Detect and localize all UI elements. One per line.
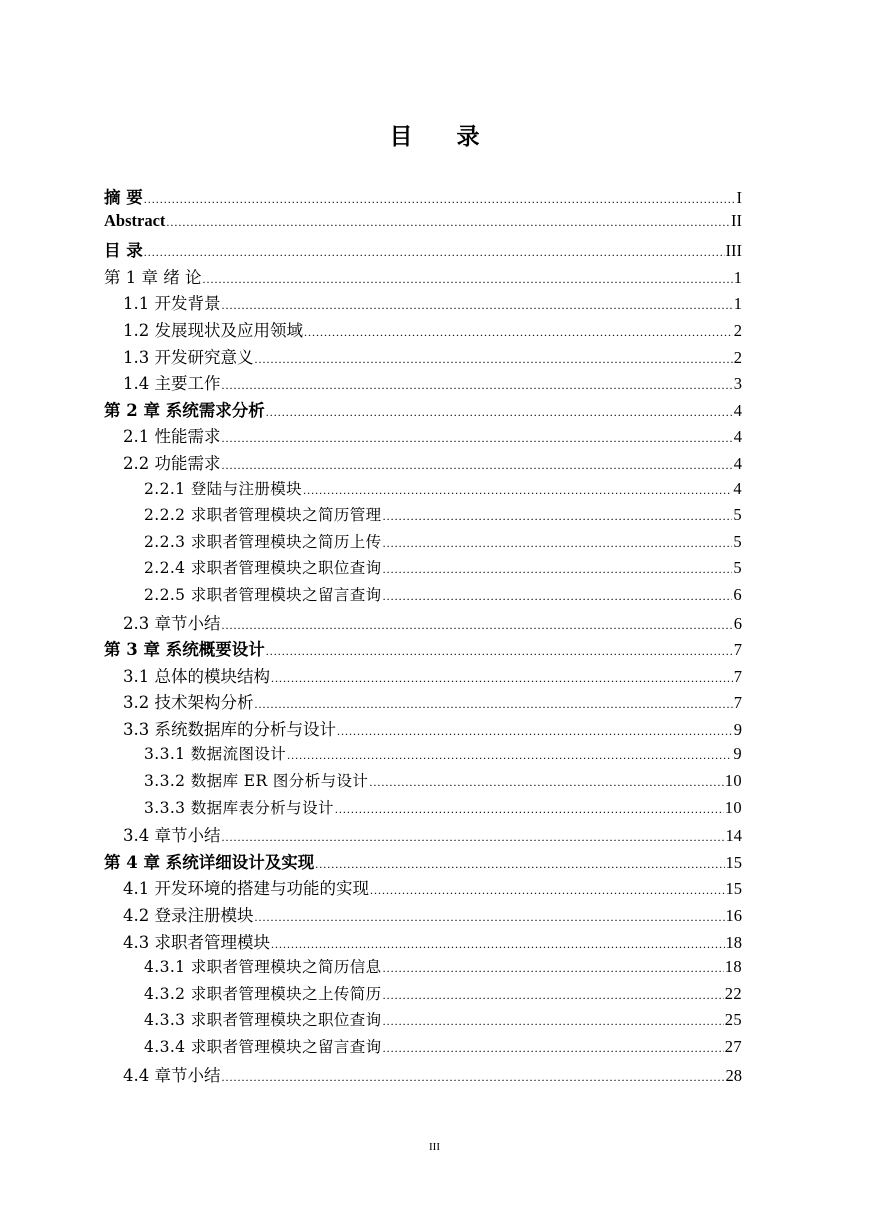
toc-entry[interactable]: [104, 610, 742, 637]
toc-entry[interactable]: [104, 769, 742, 796]
toc-entry[interactable]: [104, 849, 742, 876]
toc-leader-dots: [315, 857, 724, 872]
toc-entry-page: 5: [733, 531, 742, 551]
toc-entry-label: 4.3.2 求职者管理模块之上传简历: [144, 984, 382, 1003]
toc-entry[interactable]: [104, 663, 742, 690]
toc-entry[interactable]: [104, 503, 742, 530]
toc-entry-label: 第 2 章 系统需求分析: [104, 400, 265, 420]
toc-leader-dots: [202, 272, 732, 287]
toc-entry-label: 4.4 章节小结: [123, 1065, 221, 1085]
toc-entry-page: 10: [724, 797, 742, 817]
toc-entry-page: 15: [725, 852, 742, 872]
toc-entry-label: 2.3 章节小结: [123, 613, 221, 633]
toc-entry[interactable]: [104, 1035, 742, 1062]
toc-leader-dots: [271, 671, 733, 686]
toc-leader-dots: [383, 988, 724, 1003]
toc-entry[interactable]: [104, 264, 742, 291]
page-title: [0, 118, 869, 151]
toc-leader-dots: [222, 458, 733, 473]
toc-leader-dots: [370, 883, 725, 898]
toc-entry-page: I: [736, 188, 742, 207]
toc-entry-label: 2.2.1 登陆与注册模块: [144, 479, 303, 498]
toc-entry-label: 摘 要: [104, 188, 143, 207]
toc-entry[interactable]: [104, 397, 742, 424]
toc-entry[interactable]: [104, 982, 742, 1009]
toc-entry-page: 6: [733, 584, 742, 604]
toc-entry-page: 10: [724, 771, 742, 791]
toc-leader-dots: [287, 748, 732, 763]
toc-leader-dots: [383, 536, 733, 551]
toc-entry[interactable]: [104, 902, 742, 929]
toc-entry-page: 7: [733, 640, 742, 660]
table-of-contents: [104, 184, 742, 1088]
toc-entry-label: 第 4 章 系统详细设计及实现: [104, 852, 315, 872]
toc-entry-label: 2.2.5 求职者管理模块之留言查询: [144, 585, 382, 604]
toc-entry-page: II: [731, 210, 742, 230]
toc-entry-label: 4.3.4 求职者管理模块之留言查询: [144, 1038, 382, 1056]
toc-entry-page: 27: [724, 1037, 742, 1056]
toc-leader-dots: [222, 431, 733, 446]
toc-leader-dots: [222, 1070, 725, 1085]
title-char-2: 录: [456, 123, 480, 150]
toc-entry-label: 4.3.3 求职者管理模块之职位查询: [144, 1011, 382, 1030]
toc-entry-page: 4: [733, 427, 742, 447]
toc-entry-page: 25: [724, 1010, 742, 1030]
toc-leader-dots: [383, 1014, 724, 1029]
toc-entry-label: 2.1 性能需求: [123, 427, 221, 447]
toc-entry[interactable]: [104, 689, 742, 716]
toc-entry[interactable]: [104, 344, 742, 371]
toc-entry-page: 18: [724, 957, 742, 977]
toc-entry-page: 14: [725, 826, 742, 846]
toc-entry[interactable]: [104, 1008, 742, 1035]
toc-entry-label: 1.3 开发研究意义: [123, 347, 254, 367]
toc-entry-label: 3.2 技术架构分析: [123, 693, 254, 713]
toc-entry-page: 1: [733, 294, 742, 314]
toc-entry[interactable]: [104, 477, 742, 504]
toc-entry[interactable]: [104, 636, 742, 663]
toc-leader-dots: [335, 802, 724, 817]
toc-leader-dots: [383, 1041, 724, 1056]
toc-leader-dots: [303, 483, 732, 498]
toc-entry-label: 3.3.1 数据流图设计: [144, 745, 287, 764]
toc-entry-page: 4: [733, 400, 742, 420]
toc-entry-label: 4.2 登录注册模块: [123, 906, 254, 926]
toc-entry[interactable]: [104, 583, 742, 610]
toc-entry-label: 1.1 开发背景: [123, 294, 221, 314]
toc-entry-page: 9: [733, 744, 742, 764]
toc-entry-page: 18: [725, 932, 742, 952]
toc-leader-dots: [144, 192, 736, 207]
title-char-1: 目: [389, 123, 413, 150]
toc-leader-dots: [304, 325, 733, 340]
toc-leader-dots: [144, 245, 725, 260]
toc-entry-page: 2: [733, 347, 742, 367]
toc-leader-dots: [383, 509, 733, 524]
toc-entry-page: 5: [733, 558, 742, 578]
toc-entry-page: 1: [733, 267, 742, 287]
toc-entry-label: 4.3.1 求职者管理模块之简历信息: [144, 958, 382, 977]
toc-entry-label: 4.1 开发环境的搭建与功能的实现: [123, 879, 369, 899]
toc-leader-dots: [222, 298, 733, 313]
toc-entry-label: 1.2 发展现状及应用领域: [123, 320, 303, 340]
toc-entry-page: 7: [733, 666, 742, 686]
toc-entry-label: 3.3.3 数据库表分析与设计: [144, 798, 334, 817]
toc-entry[interactable]: [104, 450, 742, 477]
toc-entry[interactable]: [104, 530, 742, 557]
toc-entry[interactable]: [104, 317, 742, 344]
toc-entry-page: 16: [725, 906, 742, 926]
toc-entry[interactable]: [104, 742, 742, 769]
toc-leader-dots: [255, 910, 725, 925]
toc-leader-dots: [222, 378, 733, 393]
toc-leader-dots: [271, 937, 725, 952]
toc-entry-page: 15: [725, 879, 742, 899]
toc-entry[interactable]: [104, 184, 742, 211]
toc-entry-label: 3.3.2 数据库 ER 图分析与设计: [144, 772, 369, 791]
toc-entry[interactable]: [104, 237, 742, 264]
toc-entry-page: 22: [724, 983, 742, 1003]
toc-entry[interactable]: [104, 822, 742, 849]
toc-leader-dots: [337, 724, 733, 739]
toc-entry-page: 9: [733, 719, 742, 739]
toc-entry-page: 28: [725, 1065, 742, 1085]
toc-entry[interactable]: [104, 556, 742, 583]
toc-leader-dots: [266, 644, 733, 659]
toc-entry-label: 2.2.2 求职者管理模块之简历管理: [144, 506, 382, 525]
toc-leader-dots: [369, 775, 723, 790]
toc-entry[interactable]: [104, 1062, 742, 1089]
toc-leader-dots: [383, 562, 733, 577]
toc-entry-page: 5: [733, 505, 742, 525]
toc-leader-dots: [266, 405, 733, 420]
toc-entry-label: 3.3 系统数据库的分析与设计: [123, 719, 336, 739]
toc-entry[interactable]: [104, 929, 742, 956]
toc-entry-page: 6: [733, 613, 742, 633]
toc-leader-dots: [383, 589, 733, 604]
toc-entry-page: 7: [733, 693, 742, 713]
toc-entry-page: 4: [733, 478, 742, 498]
toc-entry-label: 第 1 章 绪 论: [104, 267, 202, 287]
toc-entry-page: III: [725, 241, 742, 261]
toc-entry[interactable]: [104, 211, 742, 238]
toc-entry[interactable]: [104, 370, 742, 397]
toc-entry[interactable]: [104, 796, 742, 823]
toc-leader-dots: [383, 961, 724, 976]
toc-leader-dots: [166, 215, 730, 230]
page-number-footer: III: [429, 1141, 440, 1153]
toc-entry[interactable]: [104, 423, 742, 450]
toc-entry-label: 2.2.4 求职者管理模块之职位查询: [144, 559, 382, 578]
toc-entry-label: 2.2 功能需求: [123, 453, 221, 473]
toc-entry[interactable]: [104, 875, 742, 902]
toc-entry-label: 4.3 求职者管理模块: [123, 932, 270, 952]
toc-entry[interactable]: [104, 716, 742, 743]
toc-entry-label: 第 3 章 系统概要设计: [104, 640, 265, 660]
toc-entry[interactable]: [104, 290, 742, 317]
toc-entry-label: Abstract: [104, 210, 166, 230]
toc-entry-label: 目 录: [104, 241, 143, 261]
toc-leader-dots: [255, 697, 733, 712]
toc-entry-label: 3.4 章节小结: [123, 826, 221, 846]
toc-entry-label: 1.4 主要工作: [123, 374, 221, 394]
toc-leader-dots: [222, 830, 725, 845]
toc-entry-page: 2: [733, 320, 742, 340]
toc-entry-label: 2.2.3 求职者管理模块之简历上传: [144, 532, 382, 551]
toc-entry-page: 3: [733, 374, 742, 394]
toc-leader-dots: [222, 618, 733, 633]
toc-entry[interactable]: [104, 955, 742, 982]
toc-leader-dots: [255, 352, 733, 367]
toc-entry-page: 4: [733, 453, 742, 473]
toc-entry-label: 3.1 总体的模块结构: [123, 666, 270, 686]
